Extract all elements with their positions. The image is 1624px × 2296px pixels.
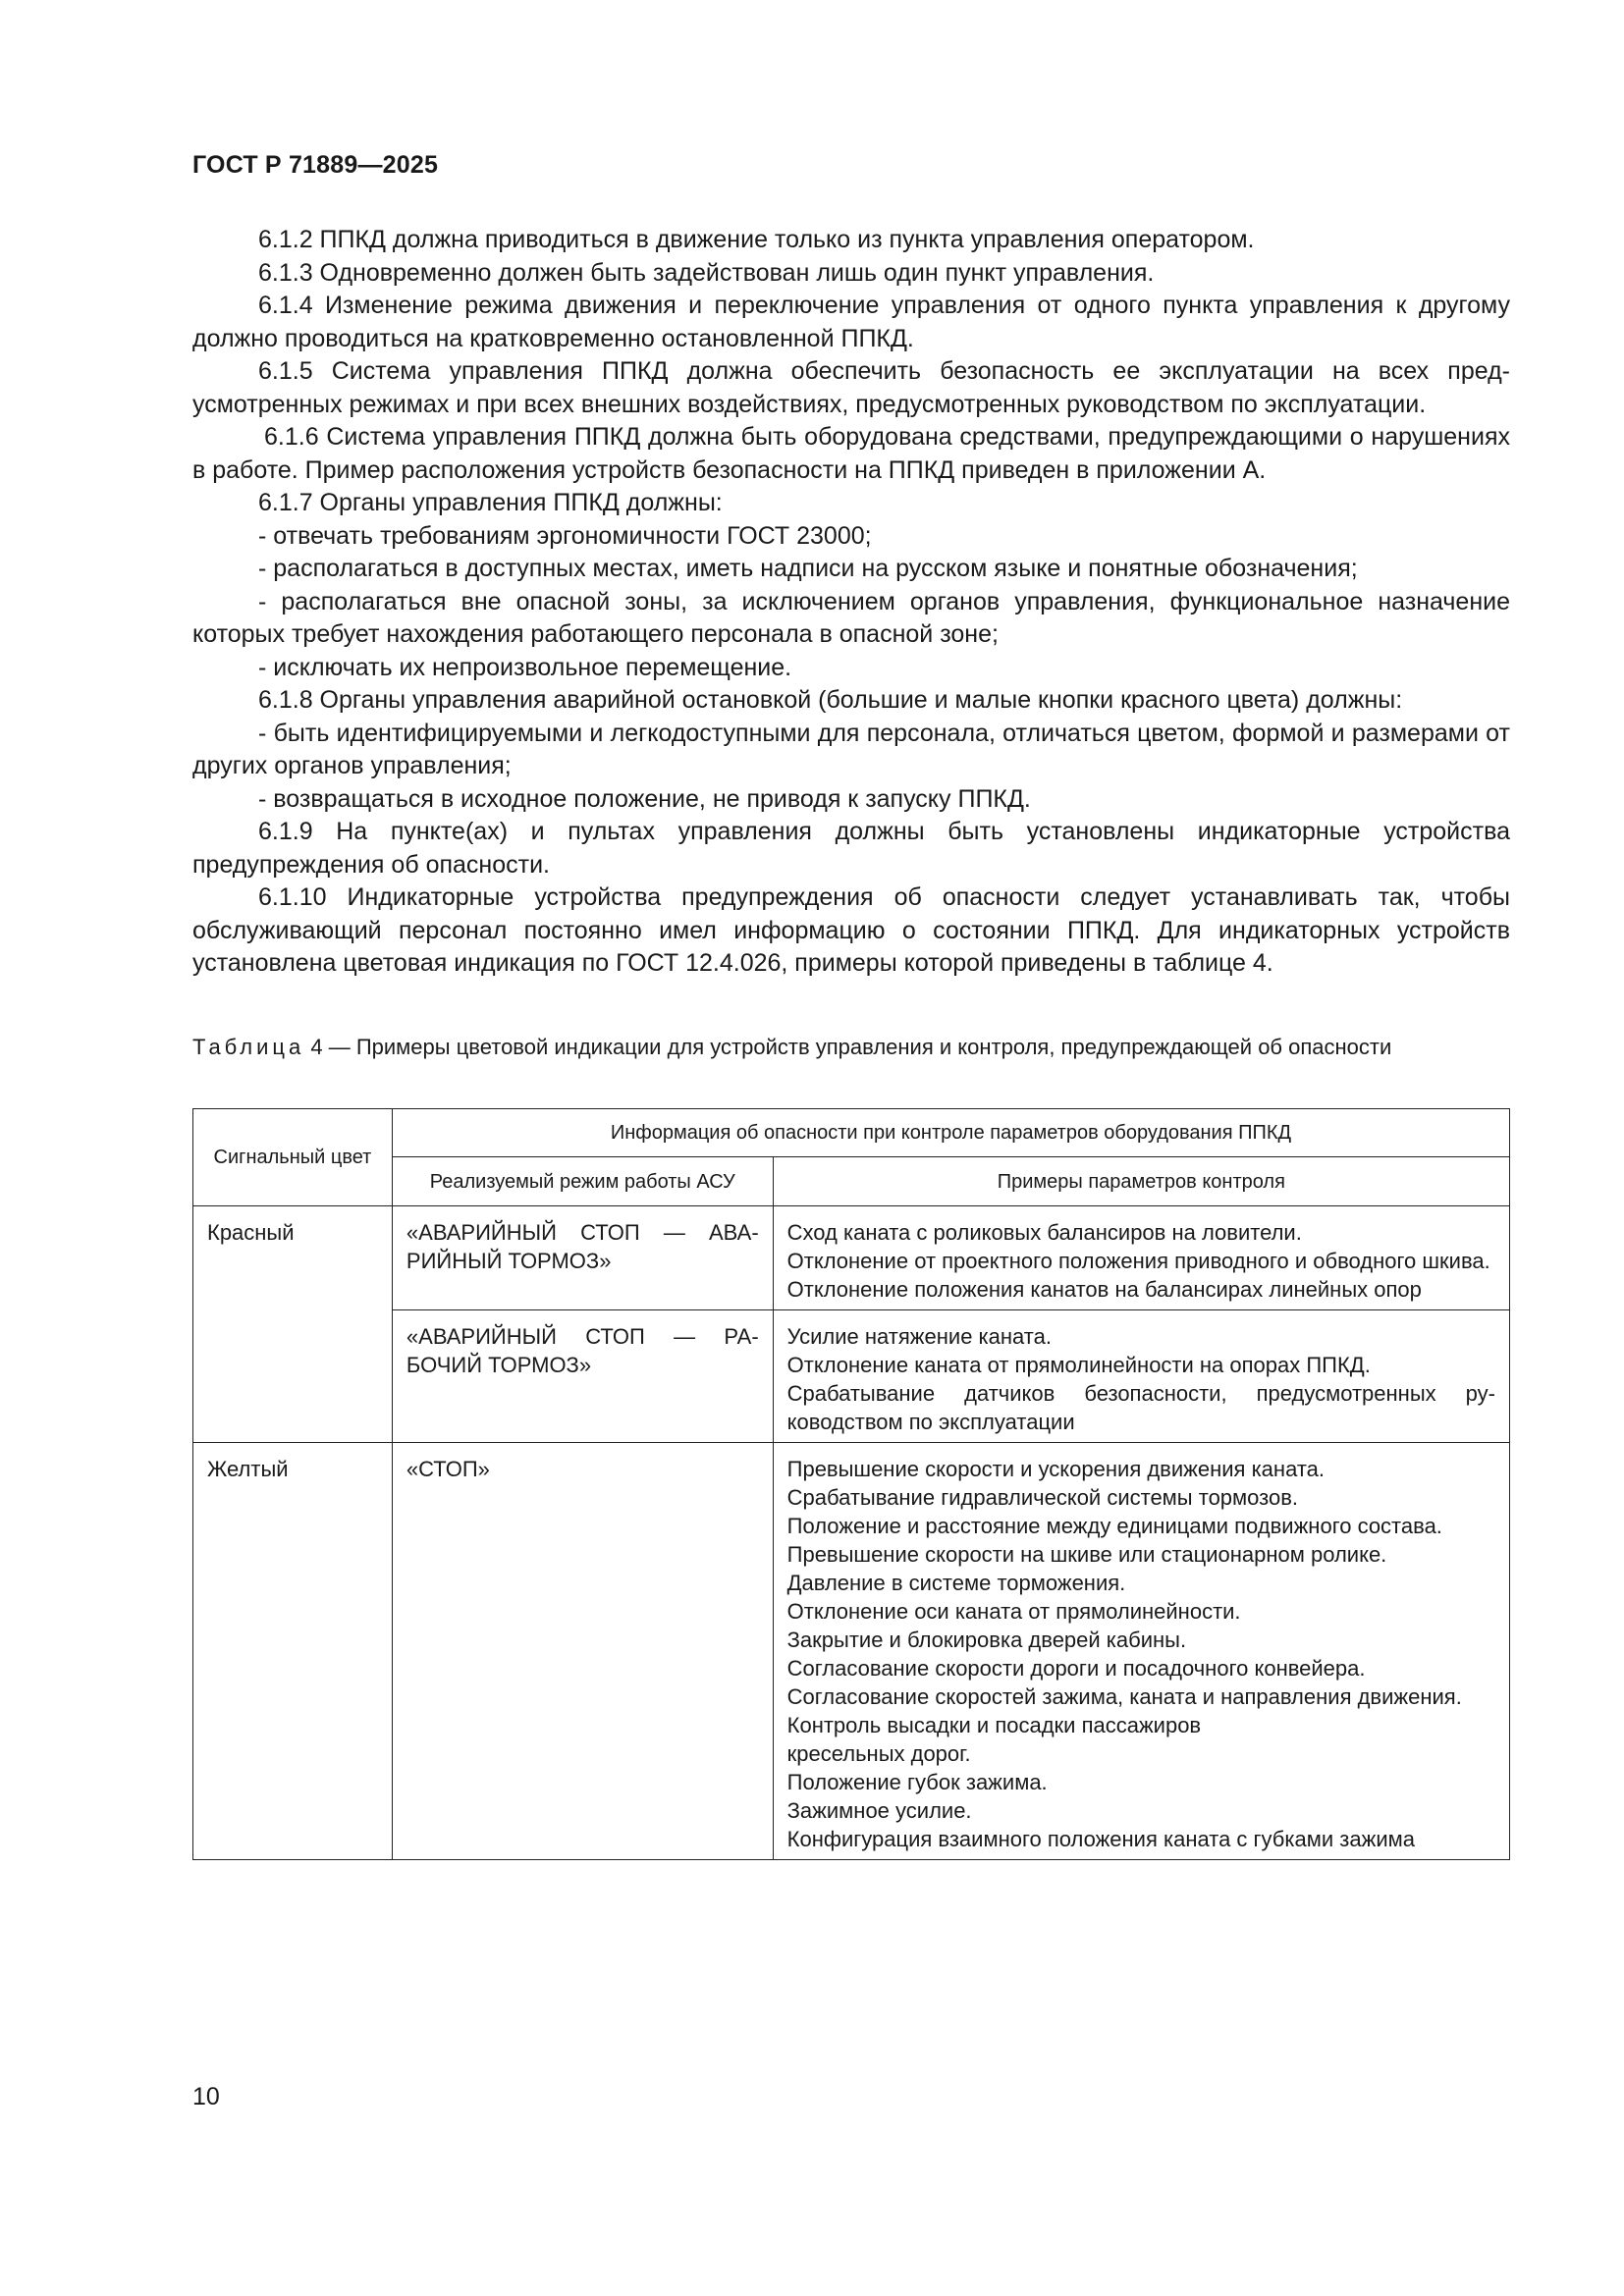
page-number: 10 xyxy=(192,2083,220,2110)
param-item: Зажимное усилие. xyxy=(786,1798,972,1823)
body-text xyxy=(192,224,1510,981)
paragraph-6-1-8: 6.1.8 Органы управления аварийной остановкой (большие и малые кнопки красного цвета) должны: xyxy=(258,686,1403,714)
mode-cell: «СТОП» xyxy=(392,1443,773,1860)
mode-cell: «АВАРИЙНЫЙ СТОП — РАБОЧИЙ ТОРМОЗ» xyxy=(392,1310,773,1443)
list-item: - быть идентифицируемыми и легкодоступными для персонала, отличаться цветом, формой и размерами от других органов управления; xyxy=(192,719,1510,779)
table-caption-label: Таблица xyxy=(192,1035,305,1059)
color-cell: Желтый xyxy=(193,1443,393,1860)
param-item: Положение губок зажима. xyxy=(786,1770,1048,1794)
paragraph-6-1-6: 6.1.6 Система управления ППКД должна быть оборудована средствами, предупреждающими о нарушениях в работе. Пример расположения устройств безопасности на ППКД приведен в приложении А. xyxy=(192,423,1510,484)
param-item: Отклонение от проектного положения приводного и обводного шкива. xyxy=(786,1249,1490,1273)
paragraph-6-1-4: 6.1.4 Изменение режима движения и переключение управления от одного пункта управления к другому должно проводиться на кратковременно остановленной ППКД. xyxy=(192,292,1510,352)
list-item: - исключать их непроизвольное перемещение. xyxy=(258,653,792,681)
param-item: Положение и расстояние между единицами подвижного состава. xyxy=(786,1514,1442,1538)
table-row xyxy=(193,1206,1510,1310)
mode-cell: «АВАРИЙНЫЙ СТОП — АВАРИЙНЫЙ ТОРМОЗ» xyxy=(392,1206,773,1310)
header-mode: Реализуемый режим работы АСУ xyxy=(392,1157,773,1206)
param-item: Отклонение оси каната от прямолинейности. xyxy=(786,1599,1241,1624)
indication-table xyxy=(192,1108,1510,1860)
paragraph-6-1-10: 6.1.10 Индикаторные устройства предупреждения об опасности следует устанавливать так, чтобы обслуживающий персонал постоянно имел информацию о состоянии ППКД. Для индикаторных устройств установлена цветовая индикация по ГОСТ 12.4.026, примеры которой приведены в таблице 4. xyxy=(192,883,1510,977)
table-caption xyxy=(192,1033,1510,1061)
document-header: ГОСТ Р 71889—2025 xyxy=(192,151,439,179)
param-item: Давление в системе торможения. xyxy=(786,1571,1126,1595)
paragraph-6-1-7: 6.1.7 Органы управления ППКД должны: xyxy=(258,489,723,516)
param-item: Сход каната с роликовых балансиров на ловители. xyxy=(786,1220,1302,1245)
param-item: Превышение скорости и ускорения движения каната. xyxy=(786,1457,1325,1481)
param-item: Срабатывание датчиков безопасности, предусмотренных руководством по эксплуатации xyxy=(786,1381,1495,1434)
param-item: Усилие натяжение каната. xyxy=(786,1324,1052,1349)
param-item: кресельных дорог. xyxy=(786,1741,971,1766)
paragraph-6-1-3: 6.1.3 Одновременно должен быть задействован лишь один пункт управления. xyxy=(258,258,1155,287)
param-item: Согласование скорости дороги и посадочного конвейера. xyxy=(786,1656,1366,1681)
table-caption-text: 4 — Примеры цветовой индикации для устройств управления и контроля, предупреждающей об опасности xyxy=(304,1035,1392,1059)
params-cell xyxy=(773,1206,1509,1310)
list-item: - отвечать требованиям эргономичности ГОСТ 23000; xyxy=(258,521,872,550)
header-params: Примеры параметров контроля xyxy=(773,1157,1509,1206)
params-cell xyxy=(773,1443,1509,1860)
list-item: - располагаться вне опасной зоны, за исключением органов управления, функциональное назначение которых требует нахождения работающего персонала в опасной зоне; xyxy=(192,587,1510,648)
param-item: Срабатывание гидравлической системы тормозов. xyxy=(786,1485,1299,1510)
paragraph-6-1-2: 6.1.2 ППКД должна приводиться в движение только из пункта управления оператором. xyxy=(258,226,1255,253)
list-item: - располагаться в доступных местах, иметь надписи на русском языке и понятные обозначения; xyxy=(258,555,1358,582)
param-item: Отклонение каната от прямолинейности на опорах ППКД. xyxy=(786,1353,1371,1377)
header-signal-color: Сигнальный цвет xyxy=(193,1109,393,1206)
table-row xyxy=(193,1443,1510,1860)
paragraph-6-1-5: 6.1.5 Система управления ППКД должна обеспечить безопасность ее эксплуатации на всех предусмотренных режимах и при всех внешних воздействиях, предусмотренных руководством по эксплуатации. xyxy=(192,357,1510,418)
color-cell: Красный xyxy=(193,1206,393,1443)
param-item: Конфигурация взаимного положения каната с губками зажима xyxy=(786,1827,1415,1851)
param-item: Закрытие и блокировка дверей кабины. xyxy=(786,1628,1187,1652)
params-cell xyxy=(773,1310,1509,1443)
param-item: Отклонение положения канатов на балансирах линейных опор xyxy=(786,1277,1422,1302)
header-info-group: Информация об опасности при контроле параметров оборудования ППКД xyxy=(392,1109,1509,1157)
paragraph-6-1-9: 6.1.9 На пункте(ах) и пультах управления должны быть установлены индикаторные устройства предупреждения об опасности. xyxy=(192,818,1510,879)
list-item: - возвращаться в исходное положение, не приводя к запуску ППКД. xyxy=(258,784,1031,813)
param-item: Контроль высадки и посадки пассажиров xyxy=(786,1713,1202,1737)
param-item: Превышение скорости на шкиве или стационарном ролике. xyxy=(786,1542,1387,1567)
param-item: Согласование скоростей зажима, каната и направления движения. xyxy=(786,1684,1462,1709)
